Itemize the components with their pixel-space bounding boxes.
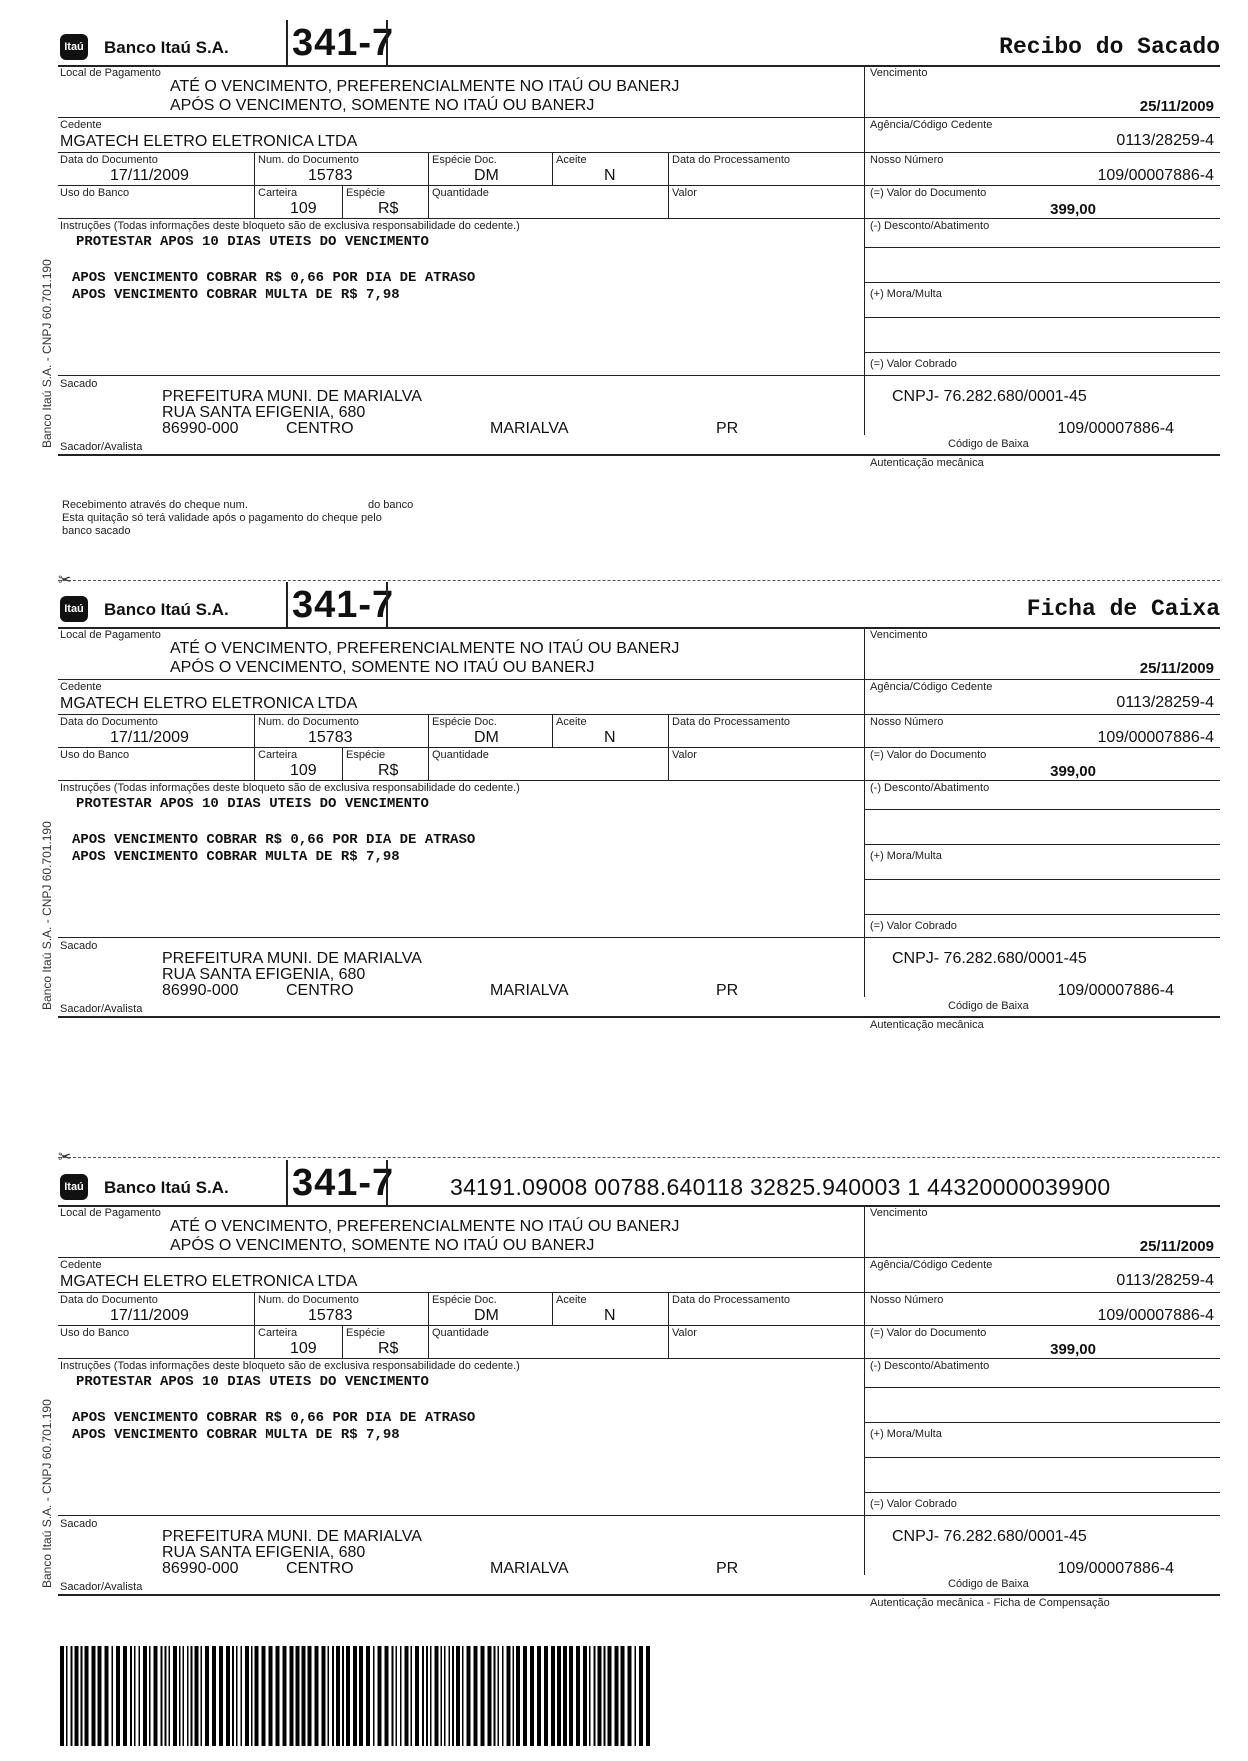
barcode-bar	[236, 1646, 238, 1746]
recebimento-line2: Esta quitação só terá validade após o pagamento do cheque pelo	[62, 512, 382, 524]
label-local-pagamento: Local de Pagamento	[60, 1207, 161, 1219]
codigo-baixa-value: 109/00007886-4	[1057, 982, 1174, 999]
barcode-bar	[523, 1646, 527, 1746]
sacado-nome: PREFEITURA MUNI. DE MARIALVA	[162, 950, 422, 967]
cedente-value: MGATECH ELETRO ELETRONICA LTDA	[60, 695, 358, 712]
slip-title: Recibo do Sacado	[999, 34, 1220, 60]
barcode-bar	[283, 1646, 287, 1746]
data-documento-value: 17/11/2009	[110, 167, 189, 184]
barcode-bar	[430, 1646, 432, 1746]
local-pagamento-line1: ATÉ O VENCIMENTO, PREFERENCIALMENTE NO ITAÚ OU BANERJ	[170, 78, 680, 95]
codigo-baixa-value: 109/00007886-4	[1057, 1560, 1174, 1577]
barcode-bar	[232, 1646, 234, 1746]
num-documento-value: 15783	[308, 729, 353, 746]
barcode-bar	[187, 1646, 189, 1746]
itau-logo-icon: Itaú	[60, 596, 88, 622]
label-carteira: Carteira	[258, 1327, 298, 1339]
sacado-nome: PREFEITURA MUNI. DE MARIALVA	[162, 1528, 422, 1545]
label-data-documento: Data do Documento	[60, 716, 158, 728]
sacado-cnpj: CNPJ- 76.282.680/0001-45	[892, 388, 1087, 405]
barcode-bar	[245, 1646, 249, 1746]
local-pagamento-line2: APÓS O VENCIMENTO, SOMENTE NO ITAÚ OU BANERJ	[170, 1237, 595, 1254]
label-nosso-numero: Nosso Número	[870, 154, 944, 166]
label-sacado: Sacado	[60, 1518, 98, 1530]
barcode-bar	[462, 1646, 464, 1746]
barcode-bar	[507, 1646, 511, 1746]
barcode	[60, 1646, 652, 1746]
barcode-bar	[290, 1646, 294, 1746]
data-documento-value: 17/11/2009	[110, 729, 189, 746]
barcode-bar	[112, 1646, 114, 1746]
barcode-bar	[366, 1646, 370, 1746]
label-data-processamento: Data do Processamento	[672, 154, 791, 166]
label-nosso-numero: Nosso Número	[870, 716, 944, 728]
barcode-bar	[302, 1646, 306, 1746]
label-valor-documento: (=) Valor do Documento	[870, 749, 987, 761]
instrucao-3: APOS VENCIMENTO COBRAR MULTA DE R$ 7,98	[72, 849, 400, 865]
barcode-bar	[201, 1646, 203, 1746]
label-autenticacao: Autenticação mecânica - Ficha de Compensação	[870, 1597, 1110, 1609]
barcode-bar	[353, 1646, 357, 1746]
barcode-bar	[173, 1646, 177, 1746]
sacado-cidade: MARIALVA	[490, 982, 569, 999]
barcode-bar	[262, 1646, 266, 1746]
barcode-bar	[557, 1646, 561, 1746]
agencia-value: 0113/28259-4	[1116, 132, 1214, 149]
barcode-bar	[169, 1646, 171, 1746]
barcode-bar	[359, 1646, 363, 1746]
slip-title: Ficha de Caixa	[1026, 596, 1220, 622]
barcode-bar	[385, 1646, 389, 1746]
label-valor-cobrado: (=) Valor Cobrado	[870, 1498, 957, 1510]
nosso-numero-value: 109/00007886-4	[1097, 729, 1214, 746]
instrucao-3: APOS VENCIMENTO COBRAR MULTA DE R$ 7,98	[72, 287, 400, 303]
slip-ficha-caixa	[0, 582, 1248, 1062]
side-cnpj-text: Banco Itaú S.A. - CNPJ 60.701.190	[40, 259, 54, 448]
instrucao-2: APOS VENCIMENTO COBRAR R$ 0,66 POR DIA DE ATRASO	[72, 832, 476, 848]
instrucao-1: PROTESTAR APOS 10 DIAS UTEIS DO VENCIMENTO	[76, 796, 429, 812]
sacado-cidade: MARIALVA	[490, 1560, 569, 1577]
barcode-bar	[308, 1646, 312, 1746]
barcode-bar	[276, 1646, 280, 1746]
barcode-bar	[105, 1646, 109, 1746]
barcode-bar	[646, 1646, 650, 1746]
label-mora: (+) Mora/Multa	[870, 850, 942, 862]
valor-documento-value: 399,00	[1050, 1341, 1096, 1358]
instrucao-3: APOS VENCIMENTO COBRAR MULTA DE R$ 7,98	[72, 1427, 400, 1443]
barcode-bar	[134, 1646, 136, 1746]
itau-logo-icon: Itaú	[60, 34, 88, 60]
barcode-bar	[396, 1646, 398, 1746]
barcode-bar	[392, 1646, 394, 1746]
agencia-value: 0113/28259-4	[1116, 694, 1214, 711]
cedente-value: MGATECH ELETRO ELETRONICA LTDA	[60, 133, 358, 150]
barcode-bar	[474, 1646, 478, 1746]
barcode-bar	[589, 1646, 591, 1746]
barcode-bar	[241, 1646, 243, 1746]
sacado-uf: PR	[716, 420, 739, 437]
local-pagamento-line2: APÓS O VENCIMENTO, SOMENTE NO ITAÚ OU BANERJ	[170, 97, 595, 114]
especie-doc-value: DM	[474, 1307, 499, 1324]
barcode-bar	[405, 1646, 409, 1746]
label-data-processamento: Data do Processamento	[672, 716, 791, 728]
barcode-bar	[604, 1646, 606, 1746]
slip-recibo-sacado	[0, 20, 1248, 500]
barcode-bar	[373, 1646, 375, 1746]
label-codigo-baixa: Código de Baixa	[948, 438, 1029, 450]
barcode-bar	[346, 1646, 350, 1746]
label-sacador: Sacador/Avalista	[60, 1581, 143, 1593]
carteira-value: 109	[290, 762, 317, 779]
label-agencia: Agência/Código Cedente	[870, 119, 993, 131]
label-cedente: Cedente	[60, 119, 102, 131]
label-carteira: Carteira	[258, 187, 298, 199]
agencia-value: 0113/28259-4	[1116, 1272, 1214, 1289]
itau-logo-icon: Itaú	[60, 1174, 88, 1200]
label-especie: Espécie	[346, 1327, 386, 1339]
barcode-bar	[513, 1646, 515, 1746]
barcode-bar	[456, 1646, 460, 1746]
label-data-documento: Data do Documento	[60, 154, 158, 166]
sacado-bairro: CENTRO	[286, 1560, 354, 1577]
data-documento-value: 17/11/2009	[110, 1307, 189, 1324]
label-valor: Valor	[672, 187, 697, 199]
label-uso-banco: Uso do Banco	[60, 1327, 130, 1339]
barcode-bar	[444, 1646, 446, 1746]
sacado-cep: 86990-000	[162, 982, 239, 999]
barcode-bar	[576, 1646, 580, 1746]
barcode-bar	[92, 1646, 96, 1746]
barcode-bar	[328, 1646, 330, 1746]
label-uso-banco: Uso do Banco	[60, 187, 130, 199]
label-aceite: Aceite	[556, 1294, 587, 1306]
label-valor-cobrado: (=) Valor Cobrado	[870, 920, 957, 932]
especie-doc-value: DM	[474, 167, 499, 184]
barcode-bar	[296, 1646, 300, 1746]
label-especie: Espécie	[346, 187, 386, 199]
barcode-bar	[342, 1646, 344, 1746]
valor-documento-value: 399,00	[1050, 201, 1096, 218]
barcode-bar	[85, 1646, 89, 1746]
bank-name: Banco Itaú S.A.	[104, 600, 229, 619]
barcode-bar	[411, 1646, 413, 1746]
barcode-bar	[635, 1646, 637, 1746]
label-data-documento: Data do Documento	[60, 1294, 158, 1306]
barcode-bar	[336, 1646, 340, 1746]
especie-doc-value: DM	[474, 729, 499, 746]
instrucao-1: PROTESTAR APOS 10 DIAS UTEIS DO VENCIMENTO	[76, 1374, 429, 1390]
barcode-bar	[583, 1646, 587, 1746]
label-vencimento: Vencimento	[870, 67, 928, 79]
label-local-pagamento: Local de Pagamento	[60, 67, 161, 79]
barcode-bar	[66, 1646, 68, 1746]
label-quantidade: Quantidade	[432, 1327, 489, 1339]
num-documento-value: 15783	[308, 167, 353, 184]
carteira-value: 109	[290, 1340, 317, 1357]
sacado-bairro: CENTRO	[286, 982, 354, 999]
bank-name: Banco Itaú S.A.	[104, 38, 229, 57]
local-pagamento-line1: ATÉ O VENCIMENTO, PREFERENCIALMENTE NO ITAÚ OU BANERJ	[170, 1218, 680, 1235]
barcode-bar	[212, 1646, 216, 1746]
instrucao-2: APOS VENCIMENTO COBRAR R$ 0,66 POR DIA DE ATRASO	[72, 1410, 476, 1426]
vencimento-value: 25/11/2009	[1139, 1238, 1214, 1255]
sacado-cidade: MARIALVA	[490, 420, 569, 437]
barcode-bar	[426, 1646, 428, 1746]
label-codigo-baixa: Código de Baixa	[948, 1000, 1029, 1012]
nosso-numero-value: 109/00007886-4	[1097, 1307, 1214, 1324]
label-data-processamento: Data do Processamento	[672, 1294, 791, 1306]
barcode-bar	[195, 1646, 199, 1746]
barcode-bar	[544, 1646, 548, 1746]
especie-value: R$	[378, 1340, 399, 1357]
label-especie-doc: Espécie Doc.	[432, 1294, 497, 1306]
barcode-bar	[569, 1646, 573, 1746]
bank-code: 341-7	[292, 1162, 395, 1204]
barcode-bar	[315, 1646, 319, 1746]
label-valor-cobrado: (=) Valor Cobrado	[870, 358, 957, 370]
label-quantidade: Quantidade	[432, 749, 489, 761]
barcode-bar	[75, 1646, 79, 1746]
barcode-bar	[219, 1646, 223, 1746]
barcode-bar	[378, 1646, 382, 1746]
label-cedente: Cedente	[60, 681, 102, 693]
bank-code: 341-7	[292, 22, 395, 64]
bank-name: Banco Itaú S.A.	[104, 1178, 229, 1197]
label-sacado: Sacado	[60, 940, 98, 952]
sacado-cnpj: CNPJ- 76.282.680/0001-45	[892, 1528, 1087, 1545]
vencimento-value: 25/11/2009	[1139, 98, 1214, 115]
barcode-bar	[71, 1646, 73, 1746]
label-agencia: Agência/Código Cedente	[870, 1259, 993, 1271]
aceite-value: N	[604, 1307, 616, 1324]
label-valor: Valor	[672, 1327, 697, 1339]
label-desconto: (-) Desconto/Abatimento	[870, 220, 990, 232]
label-valor-documento: (=) Valor do Documento	[870, 1327, 987, 1339]
barcode-bar	[598, 1646, 602, 1746]
sacado-bairro: CENTRO	[286, 420, 354, 437]
label-aceite: Aceite	[556, 716, 587, 728]
cut-line	[58, 1157, 1220, 1158]
barcode-bar	[322, 1646, 326, 1746]
side-cnpj-text: Banco Itaú S.A. - CNPJ 60.701.190	[40, 1399, 54, 1588]
label-quantidade: Quantidade	[432, 187, 489, 199]
label-desconto: (-) Desconto/Abatimento	[870, 1360, 990, 1372]
label-num-documento: Num. do Documento	[258, 716, 359, 728]
recebimento-line1: Recebimento através do cheque num.	[62, 499, 248, 511]
label-instrucoes: Instruções (Todas informações deste bloqueto são de exclusiva responsabilidade do cedente.)	[60, 1360, 520, 1372]
barcode-bar	[488, 1646, 492, 1746]
label-especie-doc: Espécie Doc.	[432, 154, 497, 166]
label-valor-documento: (=) Valor do Documento	[870, 187, 987, 199]
label-desconto: (-) Desconto/Abatimento	[870, 782, 990, 794]
label-vencimento: Vencimento	[870, 629, 928, 641]
codigo-baixa-value: 109/00007886-4	[1057, 420, 1174, 437]
label-carteira: Carteira	[258, 749, 298, 761]
sacado-endereco: RUA SANTA EFIGENIA, 680	[162, 404, 366, 421]
recebimento-line3: banco sacado	[62, 525, 131, 537]
barcode-bar	[422, 1646, 424, 1746]
label-local-pagamento: Local de Pagamento	[60, 629, 161, 641]
barcode-bar	[269, 1646, 273, 1746]
label-cedente: Cedente	[60, 1259, 102, 1271]
label-sacado: Sacado	[60, 378, 98, 390]
barcode-bar	[516, 1646, 520, 1746]
barcode-bar	[615, 1646, 619, 1746]
barcode-bar	[563, 1646, 567, 1746]
sacado-uf: PR	[716, 1560, 739, 1577]
label-autenticacao: Autenticação mecânica	[870, 1019, 984, 1031]
barcode-bar	[621, 1646, 625, 1746]
barcode-bar	[481, 1646, 485, 1746]
scissors-icon: ✂	[58, 572, 72, 589]
barcode-bar	[154, 1646, 158, 1746]
barcode-bar	[165, 1646, 167, 1746]
nosso-numero-value: 109/00007886-4	[1097, 167, 1214, 184]
barcode-bar	[60, 1646, 64, 1746]
barcode-bar	[191, 1646, 193, 1746]
especie-value: R$	[378, 762, 399, 779]
label-vencimento: Vencimento	[870, 1207, 928, 1219]
slip-ficha-compensacao	[0, 1160, 1248, 1640]
barcode-bar	[608, 1646, 612, 1746]
label-valor: Valor	[672, 749, 697, 761]
label-sacador: Sacador/Avalista	[60, 441, 143, 453]
instrucao-1: PROTESTAR APOS 10 DIAS UTEIS DO VENCIMENTO	[76, 234, 429, 250]
barcode-bar	[502, 1646, 504, 1746]
sacado-endereco: RUA SANTA EFIGENIA, 680	[162, 966, 366, 983]
instrucao-2: APOS VENCIMENTO COBRAR R$ 0,66 POR DIA DE ATRASO	[72, 270, 476, 286]
barcode-bar	[123, 1646, 127, 1746]
recebimento-banco: do banco	[368, 499, 414, 511]
barcode-bar	[255, 1646, 259, 1746]
label-num-documento: Num. do Documento	[258, 1294, 359, 1306]
aceite-value: N	[604, 729, 616, 746]
label-num-documento: Num. do Documento	[258, 154, 359, 166]
local-pagamento-line1: ATÉ O VENCIMENTO, PREFERENCIALMENTE NO ITAÚ OU BANERJ	[170, 640, 680, 657]
barcode-bar	[139, 1646, 141, 1746]
label-uso-banco: Uso do Banco	[60, 749, 130, 761]
barcode-bar	[143, 1646, 147, 1746]
barcode-bar	[400, 1646, 402, 1746]
digitable-line: 34191.09008 00788.640118 32825.940003 1 44320000039900	[450, 1174, 1111, 1200]
sacado-nome: PREFEITURA MUNI. DE MARIALVA	[162, 388, 422, 405]
barcode-bar	[530, 1646, 534, 1746]
bank-code: 341-7	[292, 584, 395, 626]
barcode-bar	[179, 1646, 181, 1746]
vencimento-value: 25/11/2009	[1139, 660, 1214, 677]
label-mora: (+) Mora/Multa	[870, 288, 942, 300]
side-cnpj-text: Banco Itaú S.A. - CNPJ 60.701.190	[40, 821, 54, 1010]
barcode-bar	[639, 1646, 643, 1746]
barcode-bar	[415, 1646, 419, 1746]
cut-line	[58, 580, 1220, 581]
sacado-cep: 86990-000	[162, 420, 239, 437]
barcode-bar	[551, 1646, 555, 1746]
barcode-bar	[594, 1646, 596, 1746]
label-instrucoes: Instruções (Todas informações deste bloqueto são de exclusiva responsabilidade do cedente.)	[60, 782, 520, 794]
especie-value: R$	[378, 200, 399, 217]
label-sacador: Sacador/Avalista	[60, 1003, 143, 1015]
sacado-cep: 86990-000	[162, 1560, 239, 1577]
barcode-bar	[452, 1646, 454, 1746]
local-pagamento-line2: APÓS O VENCIMENTO, SOMENTE NO ITAÚ OU BANERJ	[170, 659, 595, 676]
barcode-bar	[498, 1646, 500, 1746]
barcode-bar	[149, 1646, 151, 1746]
scissors-icon: ✂	[58, 1149, 72, 1166]
valor-documento-value: 399,00	[1050, 763, 1096, 780]
num-documento-value: 15783	[308, 1307, 353, 1324]
barcode-bar	[116, 1646, 120, 1746]
label-aceite: Aceite	[556, 154, 587, 166]
barcode-bar	[494, 1646, 496, 1746]
label-especie-doc: Espécie Doc.	[432, 716, 497, 728]
barcode-bar	[537, 1646, 541, 1746]
label-mora: (+) Mora/Multa	[870, 1428, 942, 1440]
barcode-bar	[98, 1646, 102, 1746]
barcode-bar	[81, 1646, 83, 1746]
barcode-bar	[205, 1646, 209, 1746]
label-instrucoes: Instruções (Todas informações deste bloqueto são de exclusiva responsabilidade do cedente.)	[60, 220, 520, 232]
barcode-bar	[628, 1646, 632, 1746]
barcode-bar	[435, 1646, 439, 1746]
sacado-cnpj: CNPJ- 76.282.680/0001-45	[892, 950, 1087, 967]
label-codigo-baixa: Código de Baixa	[948, 1578, 1029, 1590]
barcode-bar	[130, 1646, 132, 1746]
label-nosso-numero: Nosso Número	[870, 1294, 944, 1306]
barcode-bar	[441, 1646, 443, 1746]
cedente-value: MGATECH ELETRO ELETRONICA LTDA	[60, 1273, 358, 1290]
barcode-bar	[449, 1646, 451, 1746]
carteira-value: 109	[290, 200, 317, 217]
barcode-bar	[251, 1646, 253, 1746]
label-agencia: Agência/Código Cedente	[870, 681, 993, 693]
sacado-uf: PR	[716, 982, 739, 999]
barcode-bar	[332, 1646, 334, 1746]
aceite-value: N	[604, 167, 616, 184]
barcode-bar	[183, 1646, 185, 1746]
sacado-endereco: RUA SANTA EFIGENIA, 680	[162, 1544, 366, 1561]
barcode-bar	[226, 1646, 230, 1746]
barcode-bar	[161, 1646, 163, 1746]
label-especie: Espécie	[346, 749, 386, 761]
label-autenticacao: Autenticação mecânica	[870, 457, 984, 469]
barcode-bar	[467, 1646, 471, 1746]
